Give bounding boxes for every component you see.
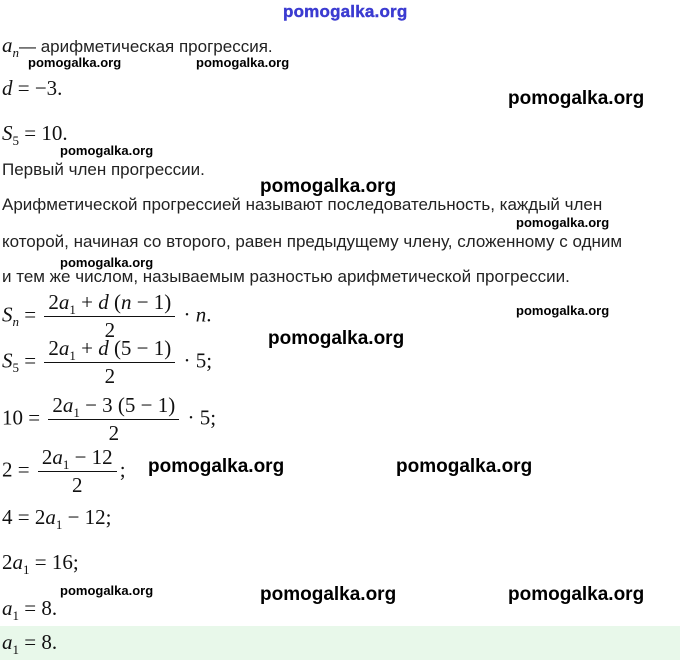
watermark: pomogalka.org (28, 55, 122, 70)
watermark-top: pomogalka.org (283, 2, 408, 21)
watermark: pomogalka.org (60, 255, 154, 270)
formula-step-4: $2a_1 = 16$; (2, 550, 79, 577)
formula-s5: $S_5$ = $\frac{2a_1 + d (5 - 1)}{2}$ · 5; (2, 336, 213, 388)
watermark: pomogalka.org (516, 303, 610, 318)
watermark: pomogalka.org (516, 215, 610, 230)
formula-an: $a_n$ (2, 33, 19, 60)
answer-row (0, 626, 680, 660)
formula-step-2: 2 = $\frac{2a_1 - 12}{2}$ ; (2, 445, 126, 497)
watermark: pomogalka.org (148, 456, 285, 477)
find-text: Первый член прогрессии. (2, 160, 205, 179)
watermark: pomogalka.org (268, 328, 405, 349)
formula-step-3: $4 = 2a_1 - 12$; (2, 505, 112, 532)
definition-line-1: Арифметической прогрессией называют последовательность, каждый член (2, 195, 603, 214)
watermark: pomogalka.org (508, 584, 645, 605)
given-text-1: — арифметическая прогрессия. (19, 37, 273, 56)
definition-line-3: и тем же числом, называемым разностью арифметической прогрессии. (2, 267, 570, 286)
watermark: pomogalka.org (60, 583, 154, 598)
watermark: pomogalka.org (260, 584, 397, 605)
given-s5: $S_5 = 10$. (2, 121, 68, 148)
formula-step-1: 10 = $\frac{2a_1 - 3 (5 - 1)}{2}$ · 5; (2, 393, 217, 445)
formula-sn: $S_n$ = $\frac{2a_1 + d (n - 1)}{2}$ · n. (2, 290, 212, 342)
watermark: pomogalka.org (60, 143, 154, 158)
watermark: pomogalka.org (508, 88, 645, 109)
watermark: pomogalka.org (196, 55, 290, 70)
formula-step-5: $a_1 = 8$. (2, 596, 58, 623)
watermark: pomogalka.org (260, 176, 397, 197)
definition-line-2: которой, начиная со второго, равен предыдущему члену, сложенному с одним (2, 232, 623, 251)
watermark: pomogalka.org (396, 456, 533, 477)
given-d: d = −3. (2, 76, 63, 100)
answer-formula: $a_1 = 8$. (2, 630, 58, 657)
